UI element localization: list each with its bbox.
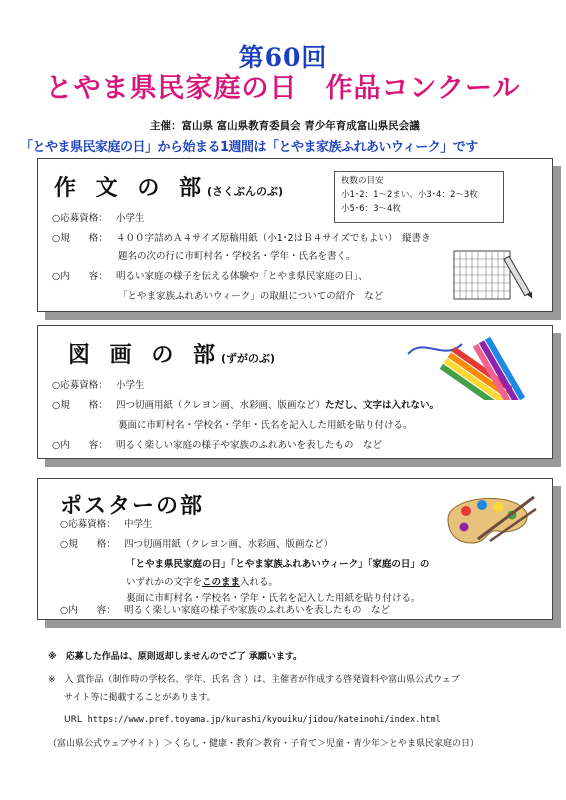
essay-rules-2: 題名の次の行に市町村名・学校名・学年・氏名を書く。 [118, 251, 356, 262]
site-path: （富山県公式ウェブサイト）＞くらし・健康・教育＞教育・子育て＞児童・青少年＞とやま県民家庭の日） [48, 739, 480, 749]
guide-label: 枚数の目安 [341, 176, 384, 186]
poster-title: ポスターの部 [60, 494, 205, 519]
manuscript-paper-illustration [452, 249, 542, 305]
sponsor-line: 主催：富山県 富山県教育委員会 青少年育成富山県民会議 [150, 120, 420, 132]
essay-content: ○内 容： 明るい家庭の様子を伝える体験や「とやま県民家庭の日」、 [52, 271, 368, 282]
poster-rules: ○規 格： 四つ切画用紙（クレヨン画、水彩画、版画など） [60, 539, 334, 550]
drawing-content: ○内 容： 明るく楽しい家庭の様子や家族のふれあいを表したもの など [52, 440, 383, 451]
poster-rules-3: いずれかの文字をこのまま入れる。 [126, 577, 279, 588]
edition-title: 第60回 [238, 43, 328, 72]
url-line [64, 712, 441, 728]
website-link[interactable]: https://www.pref.toyama.jp/kurashi/kyouiku/jidou/kateinohi/index.html [87, 715, 441, 725]
publication-note-2: サイト等に掲載することがあります。 [64, 693, 216, 703]
paint-palette-illustration [438, 489, 538, 549]
return-note: ※ 応募した作品は、原則返却しませんのでご了 承願います。 [48, 652, 303, 662]
contest-title: とやま県民家庭の日 作品コンクール [45, 73, 521, 104]
crayons-illustration [404, 332, 534, 400]
drawing-rules-2: 裏面に市町村名・学校名・学年・氏名を記入した用紙を貼り付ける。 [118, 420, 413, 431]
drawing-eligibility: ○応募資格： 小学生 [52, 380, 145, 391]
guide-line: 小5･6：3～4枚 [341, 204, 401, 214]
essay-content-2: 「とやま家族ふれあいウィーク」の取組についての紹介 など [118, 291, 384, 302]
page-count-guide [334, 171, 504, 223]
week-banner: 「とやま県民家庭の日」から始まる1週間は「とやま家族ふれあいウィーク」です [20, 140, 478, 155]
essay-eligibility: ○応募資格： 小学生 [52, 213, 145, 224]
poster-rules-4: 裏面に市町村名・学校名・学年・氏名を記入した用紙を貼り付ける。 [126, 593, 421, 604]
poster-section [37, 478, 553, 620]
essay-rules: ○規 格： ４００字詰めＡ４サイズ原稿用紙（小1･2はＢ４サイズでもよい） 縦書き [52, 233, 431, 244]
drawing-section [37, 325, 553, 459]
drawing-rules: ○規 格： 四つ切画用紙（クレヨン画、水彩画、版画など）ただし、文字は入れない。 [52, 400, 440, 411]
drawing-title: 図 画 の 部(ずがのぶ) [68, 343, 276, 368]
poster-content: ○内 容： 明るく楽しい家庭の様子や家族のふれあいを表したもの など [60, 605, 391, 616]
poster-eligibility: ○応募資格： 中学生 [60, 519, 153, 530]
publication-note: ※ 入 賞作品（制作時の学校名、学年、氏名 含 ）は、主催者が作成する啓発資料や富山県公式ウェブ [48, 675, 460, 685]
url-label: URL [64, 715, 82, 725]
poster-rules-2: 「とやま県民家庭の日」「とやま家族ふれあいウィーク」「家庭の日」の [126, 559, 430, 570]
essay-title: 作 文 の 部(さくぶんのぶ) [54, 176, 284, 201]
guide-line: 小1･2：1～2まい、小3･4：2～3枚 [341, 190, 478, 200]
essay-section [37, 158, 553, 312]
